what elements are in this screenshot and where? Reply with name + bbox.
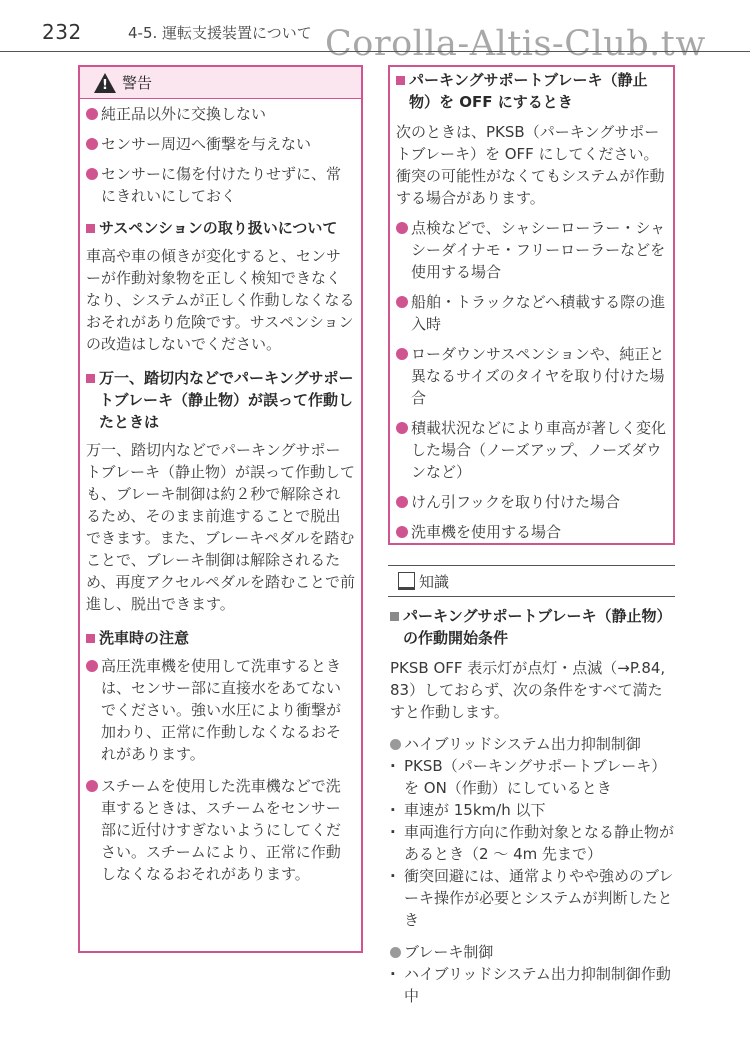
knowledge-body: PKSB OFF 表示灯が点灯・点滅（→P.84, 83）しておらず、次の条件をすべて満たすと作動します。 <box>390 659 666 721</box>
knowledge-section <box>388 565 675 1007</box>
bullet-icon <box>396 348 408 360</box>
middle-dot-icon <box>390 821 404 865</box>
header-divider <box>0 51 750 52</box>
bullet-icon <box>86 168 98 180</box>
bullet-icon <box>86 138 98 150</box>
watermark: Corolla-Altis-Club.tw <box>325 24 706 64</box>
list-item: スチームを使用した洗車機などで洗車するときは、スチームをセンサー部に近付けすぎないようにしてください。スチームにより、正常に作動しなくなるおそれがあります。 <box>86 775 355 885</box>
bullet-icon <box>396 296 408 308</box>
page-number: 232 <box>42 20 82 44</box>
suspension-heading: サスペンションの取り扱いについて <box>86 217 355 239</box>
condition-group: ブレーキ制御 <box>390 941 675 963</box>
list-item: センサー周辺へ衝撃を与えない <box>86 133 355 155</box>
warning-header <box>80 67 361 99</box>
warning-icon <box>94 73 116 93</box>
bullet-icon <box>396 496 408 508</box>
list-item: けん引フックを取り付けた場合 <box>396 491 669 513</box>
list-item: · 車速が 15km/h 以下 <box>390 799 675 821</box>
square-icon <box>396 76 405 85</box>
list-item: 船舶・トラックなどへ積載する際の進入時 <box>396 291 669 335</box>
list-item: センサーに傷を付けたりせずに、常にきれいにしておく <box>86 163 355 207</box>
pksb-off-body: 次のときは、PKSB（パーキングサポートブレーキ）を OFF にしてください。衝突の可能性がなくてもシステムが作動する場合があります。 <box>396 123 665 207</box>
bullet-icon <box>86 108 98 120</box>
carwash-heading: 洗車時の注意 <box>86 627 355 649</box>
list-item: ローダウンサスペンションや、純正と異なるサイズのタイヤを取り付けた場合 <box>396 343 669 409</box>
bullet-icon <box>396 422 408 434</box>
list-item: 積載状況などにより車高が著しく変化した場合（ノーズアップ、ノーズダウンなど） <box>396 417 669 483</box>
list-item: · ハイブリッドシステム出力抑制制御作動中 <box>390 963 675 1007</box>
pksb-off-box <box>388 65 675 545</box>
list-item: 純正品以外に交換しない <box>86 103 355 125</box>
pksb-off-heading: パーキングサポートブレーキ（静止物）を OFF にするとき <box>396 69 669 113</box>
middle-dot-icon <box>390 865 404 931</box>
book-icon <box>398 572 415 590</box>
middle-dot-icon <box>390 755 404 799</box>
bullet-icon <box>390 947 401 958</box>
middle-dot-icon <box>390 799 404 821</box>
crossing-heading: 万一、踏切内などでパーキングサポートブレーキ（静止物）が誤って作動したときは <box>86 367 355 433</box>
square-icon <box>86 224 95 233</box>
bullet-icon <box>86 660 98 672</box>
square-icon <box>86 634 95 643</box>
knowledge-header: 知識 <box>388 565 675 597</box>
warning-box <box>78 65 363 953</box>
knowledge-heading: パーキングサポートブレーキ（静止物）の作動開始条件 <box>390 605 675 649</box>
list-item: 洗車機を使用する場合 <box>396 521 669 543</box>
section-title: 4-5. 運転支援装置について <box>128 24 312 42</box>
crossing-body: 万一、踏切内などでパーキングサポートブレーキ（静止物）が誤って作動しても、ブレーキ制御は約２秒で解除されるため、そのまま前進することで脱出できます。また、ブレーキペダルを踏むことで、ブレーキ制御は解除されるため、再度アクセルペダルを踏むことで前進し、脱出できます。 <box>86 441 355 613</box>
list-item: · PKSB（パーキングサポートブレーキ）を ON（作動）にしているとき <box>390 755 675 799</box>
list-item: 点検などで、シャシーローラー・シャシーダイナモ・フリーローラーなどを使用する場合 <box>396 217 669 283</box>
square-icon <box>390 612 399 621</box>
bullet-icon <box>390 739 401 750</box>
bullet-icon <box>396 526 408 538</box>
middle-dot-icon <box>390 963 404 1007</box>
bullet-icon <box>396 222 408 234</box>
square-icon <box>86 374 95 383</box>
list-item: · 衝突回避には、通常よりやや強めのブレーキ操作が必要とシステムが判断したとき <box>390 865 675 931</box>
bullet-icon <box>86 780 98 792</box>
warning-title: 警告 <box>122 74 153 92</box>
list-item: · 車両進行方向に作動対象となる静止物があるとき（2 ～ 4m 先まで） <box>390 821 675 865</box>
list-item: 高圧洗車機を使用して洗車するときは、センサー部に直接水をあてないでください。強い水圧により衝撃が加わり、正常に作動しなくなるおそれがあります。 <box>86 655 355 765</box>
suspension-body: 車高や車の傾きが変化すると、センサーが作動対象物を正しく検知できなくなり、システムが正しく作動しなくなるおそれがあり危険です。サスペンションの改造はしないでください。 <box>86 247 355 353</box>
condition-group: ハイブリッドシステム出力抑制制御 <box>390 733 675 755</box>
